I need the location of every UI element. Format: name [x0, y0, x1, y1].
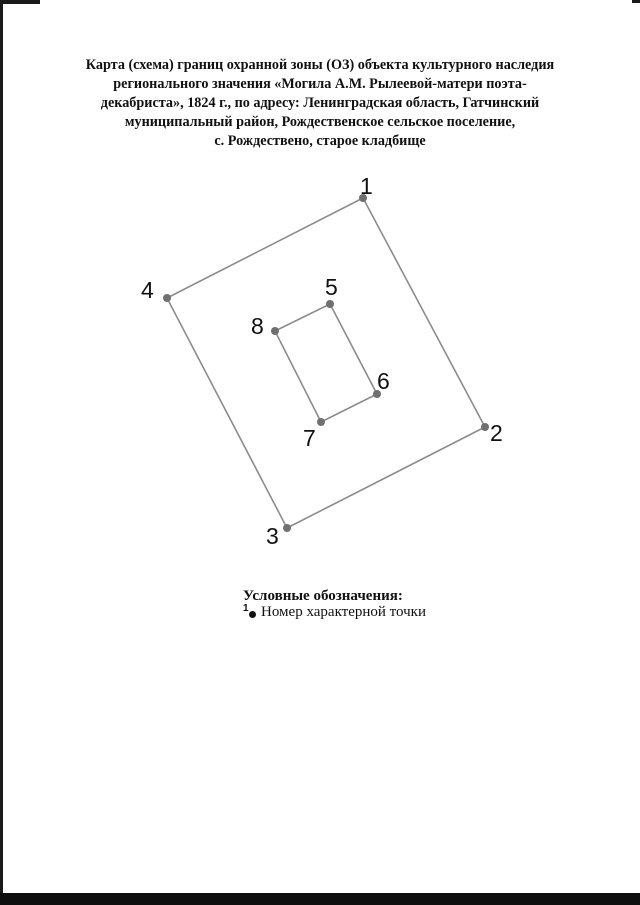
inner-edge-5-6: [330, 304, 377, 394]
outer-edge-3-4: [167, 298, 287, 528]
point-label-2: 2: [490, 420, 503, 446]
map-title-line: Карта (схема) границ охранной зоны (ОЗ) объекта культурного наследия: [85, 57, 555, 73]
map-title-line: декабриста», 1824 г., по адресу: Ленинградская область, Гатчинский: [100, 95, 540, 111]
point-marker-7: [317, 418, 325, 426]
point-marker-8: [271, 327, 279, 335]
legend-title: Условные обозначения:: [243, 588, 403, 604]
legend-item: [243, 604, 426, 621]
legend-item-text: Номер характерной точки: [261, 604, 426, 620]
outer-edge-2-3: [287, 427, 485, 528]
map-title-line: с. Рождествено, старое кладбище: [214, 133, 426, 149]
point-marker-2: [481, 423, 489, 431]
point-marker-3: [283, 524, 291, 532]
map-title-line: муниципальный район, Рождественское сельское поселение,: [124, 114, 516, 130]
point-label-6: 6: [377, 368, 390, 394]
legend-symbol-number: 1: [243, 602, 249, 614]
inner-edge-7-8: [275, 331, 321, 422]
map-title-line: регионального значения «Могила А.М. Рылеевой-матери поэта-: [113, 76, 527, 92]
point-label-5: 5: [325, 274, 338, 300]
point-number-symbol-icon: [243, 602, 258, 621]
point-label-4: 4: [141, 277, 154, 303]
point-label-7: 7: [303, 425, 316, 451]
inner-edge-6-7: [321, 394, 377, 422]
point-marker-5: [326, 300, 334, 308]
point-label-1: 1: [360, 173, 373, 199]
point-label-3: 3: [266, 523, 279, 549]
point-marker-4: [163, 294, 171, 302]
point-label-8: 8: [251, 313, 264, 339]
inner-edge-8-5: [275, 304, 330, 331]
legend-dot-icon: [249, 611, 256, 618]
